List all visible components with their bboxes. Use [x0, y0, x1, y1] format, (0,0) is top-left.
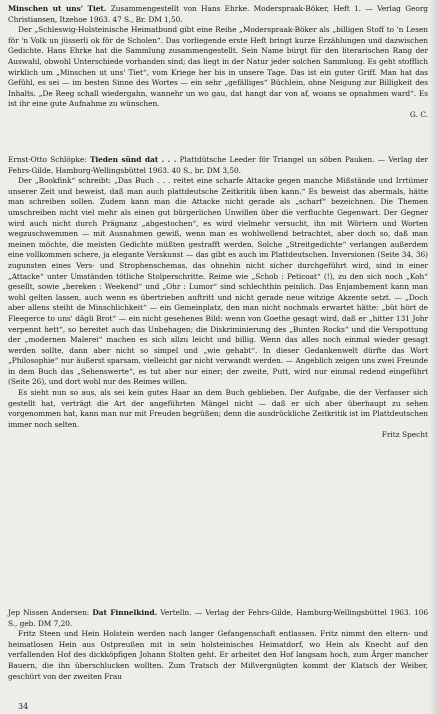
author-name: Jep Nissen Andersen: — [8, 608, 93, 617]
book-details: Vertelln. — Verlag der Fehrs-Gilde, Hamburg-Wellingsbüttel 1963. 106 S., geb. DM 7,20. — [8, 608, 428, 628]
book-title: Tieden sünd dat . . . — [89, 155, 177, 164]
review-body: Es sieht nun so aus, als sei kein gutes Haar an dem Buch geblieben. Der Aufgabe, die der Verfasser sich gestellt hat, verträgt die Art der angeführten Mängel nicht — daß er sich aber überhaupt zu sehen vorgenommen hat, kann man nur mit Freuden begrüßen; denn die ausdrückliche Zeitkritik ist im Plattdeutschen immer noch selten. — [8, 388, 428, 429]
author-name: Ernst-Otto Schlöpke: — [8, 155, 90, 164]
review-tieden — [8, 155, 428, 441]
review-finnelkind — [8, 608, 428, 682]
book-title: Minschen ut uns' Tiet. — [8, 4, 107, 13]
review-body: Fritz Steen und Hein Holstein werden nach langer Gefangenschaft entlassen. Fritz nimmt den eltern- und heimatlosen Hein aus Ostpreußen mit in sein holsteinisches Heimatdorf, wo Hein als Knecht auf den verfallenden Hof des dickköpfigen Johann Stolten geht. Er arbeitet den Hof langsam hoch, zum Ärger mancher Bauern, die ihn überschlucken wollten. Zum Tratsch der Mißvergnügten kommt der Klatsch der Weiber, geschürt von der zweiten Frau — [8, 629, 428, 681]
book-title: Dat Finnelkind. — [92, 608, 158, 617]
review-header — [8, 155, 428, 176]
review-body: Der „Bookfink“ schreibt: „Das Buch . . . reitet eine scharfe Attacke gegen manche Mißstände und Irrtümer unserer Zeit und beweist, daß man auch plattdeutsche Zeitkritik üben kann.“ Es beweist das abermals, hätte man schreiben sollen. Zudem kann man die Attacke nicht gerade als „scharf“ bezeichnen. Die Themen umschreiben nicht viel mehr als einen gut bürgerlichen Unwillen über die verfluchte Gegenwart. Der Gegner wird auch nicht durch Prägnanz „abgestochen“, es wird vielmehr versucht, ihn mit Wörtern und Worten wegzuschwemmen — mit Ausnahmen gewiß, wenn man es wohlwollend betrachtet, aber doch so, daß man meinen möchte, die meisten Gedichte müßten gestrafft werden. Solche „Streitgedichte“ verlangen außerdem eine vollkommen schere, ja elegante Verskunst — das gibt es auch im Plattdeutschen. Inversionen (Seite 34, 36) zugunsten eines Vers- und Strophenschemas, das ohnehin nicht sicher durchgeführt wird, sind in einer „Attacke“ unter Umständen tötliche Stolperschritte. Reime wie „Schob : Peticoat“ (!), zu den sich noch „Koh“ gesellt, sowie „bereken : Weekend“ und „Ohr : Lumor“ sind schlechthin peinlich. Das Enjambement kann man wohl gelten lassen, auch wenn es übertrieben auftritt und nicht gerade neue witzige Akzente setzt. — „Doch aber allens steiht de Minschlichkeit“ — ein Gemeinplatz, den man nicht nochmals erwartet hätte: „büt hört de Fleegerce to uns' dägli Brot“ — ein nicht gesehenes Bild: wenn von Goethe gesagt wird, daß er „hitter 131 Johr verpennt hett“, so bereitet auch das Unbehagen; die Diskriminierung des „Bunten Rocks“ und die Verspottung der „modernen Malerei“ machen es sich allzu leicht und billig. Wenn das alles noch einmal wieder gesagt werden sollte, dann aber nicht so simpel und „wie gehabt“. In dieser Gedankenwelt dürfte das Wort „Philosophie“ nur äußerst sparsam, vielleicht gar nicht verwandt werden. — Angeblich zeigen uns zwei Freunde in dem Buch das „Sehenswerte“, es tut aber nur einer; der zweite, Putt, wird nur einmal redend eingeführt (Seite 26), und dort wohl nur des Reimes willen. — [8, 176, 428, 387]
review-minschen — [8, 4, 428, 121]
book-details: Plattdütsche Leeder för Triangel un söben Pauken. — Verlag der Fehrs-Gilde, Hamburg-Wellingsbüttel 1963. 40 S., br. DM 3,50. — [8, 155, 428, 175]
gutter-shadow — [429, 0, 439, 714]
review-header — [8, 4, 428, 25]
review-header — [8, 608, 428, 629]
book-details: Zusammengestellt von Hans Ehrke. Moderspraak-Böker, Heft 1. — Verlag Georg Christiansen, Itzehoe 1963. 47 S., Br. DM 1,50. — [8, 4, 428, 24]
review-signature: Fritz Specht — [381, 430, 428, 440]
review-body: Der „Schleswig-Holsteinische Heimatbund gibt eine Reihe „Moderspraak-Böker als „billigen Stoff to 'n Lesen för 'n Volk un jüsserli ok för de Scholen“. Das vorliegende erste Heft bringt kurze Erzählungen und dazwischen Gedichte. Hans Ehrke hat die Sammlung zusammengestellt. Sein Name bürgt für den literarischen Rang der Auswahl, obwohl Unterschiede vorhanden sind; das liegt in der Natur jeder solchen Sammlung. Es geht stofflich wirklich um „Minschen ut uns' Tiet“, vom Kriege her bis in unsere Tage. Das ist ein guter Griff. Man hat das Gefühl, es sei — im besten Sinne des Wortes — ein sehr „gefälliges“ Büchlein, ohne Neigung zur Billigkeit des Inhalts. „De Reeg schall wiedergahn, wannehr un wo gau, dat hangt dar von af, woans se opnahmen ward“. Es ist ihr eine gute Aufnahme zu wünschen. — [8, 25, 428, 109]
review-signature: G. C. — [409, 109, 428, 119]
page-number: 34 — [18, 702, 29, 711]
